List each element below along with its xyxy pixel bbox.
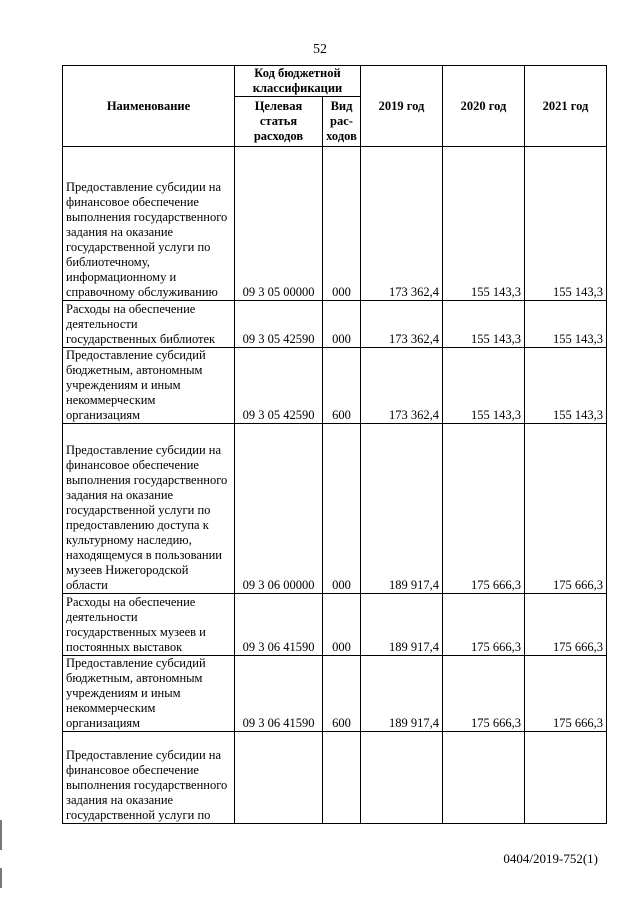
table-row	[63, 732, 607, 824]
row-code: 09 3 05 42590	[235, 348, 323, 424]
table-row	[63, 348, 607, 424]
row-2021: 155 143,3	[525, 147, 607, 301]
row-2019: 173 362,4	[361, 301, 443, 348]
row-vr	[323, 732, 361, 824]
row-2021: 175 666,3	[525, 424, 607, 594]
row-vr: 600	[323, 348, 361, 424]
row-2021: 155 143,3	[525, 348, 607, 424]
scan-edge-mark	[0, 820, 2, 850]
row-name: Предоставление субсидий бюджетным, автономным учреждениям и иным некоммерческим организациям	[63, 656, 235, 732]
row-2019: 189 917,4	[361, 424, 443, 594]
header-year-2020: 2020 год	[443, 66, 525, 147]
row-2020: 175 666,3	[443, 424, 525, 594]
row-2020: 175 666,3	[443, 594, 525, 656]
row-2020	[443, 732, 525, 824]
row-2019	[361, 732, 443, 824]
row-name: Предоставление субсидии на финансовое обеспечение выполнения государственного задания на оказание государственной услуги по библиотечному, информационному и справочному обслуживанию	[63, 147, 235, 301]
row-name: Расходы на обеспечение деятельности государственных музеев и постоянных выставок	[63, 594, 235, 656]
row-2021: 175 666,3	[525, 656, 607, 732]
row-2019: 189 917,4	[361, 656, 443, 732]
row-2021: 175 666,3	[525, 594, 607, 656]
row-name: Предоставление субсидии на финансовое обеспечение выполнения государственного задания на оказание государственной услуги по	[63, 732, 235, 824]
row-code: 09 3 05 00000	[235, 147, 323, 301]
page-number: 52	[313, 42, 327, 57]
row-2020: 155 143,3	[443, 147, 525, 301]
row-name: Расходы на обеспечение деятельности государственных библиотек	[63, 301, 235, 348]
header-code-group: Код бюджетной классификации	[235, 66, 361, 97]
row-2021	[525, 732, 607, 824]
row-2019: 173 362,4	[361, 147, 443, 301]
row-vr: 000	[323, 147, 361, 301]
row-vr: 000	[323, 301, 361, 348]
row-name: Предоставление субсидии на финансовое обеспечение выполнения государственного задания на оказание государственной услуги по предоставлению доступа к культурному наследию, находящемуся в пользовании музеев Нижегородской области	[63, 424, 235, 594]
header-expense-type: Вид рас- ходов	[323, 97, 361, 147]
budget-table	[62, 65, 607, 824]
row-code: 09 3 06 41590	[235, 656, 323, 732]
row-vr: 600	[323, 656, 361, 732]
header-target-item: Целевая статья расходов	[235, 97, 323, 147]
row-2019: 173 362,4	[361, 348, 443, 424]
document-code: 0404/2019-752(1)	[503, 851, 598, 866]
table-row	[63, 147, 607, 301]
row-name: Предоставление субсидий бюджетным, автономным учреждениям и иным некоммерческим организациям	[63, 348, 235, 424]
header-year-2019: 2019 год	[361, 66, 443, 147]
row-2020: 155 143,3	[443, 348, 525, 424]
row-code: 09 3 06 41590	[235, 594, 323, 656]
row-2020: 175 666,3	[443, 656, 525, 732]
row-vr: 000	[323, 424, 361, 594]
table-row	[63, 656, 607, 732]
row-vr: 000	[323, 594, 361, 656]
header-name: Наименование	[63, 66, 235, 147]
row-2021: 155 143,3	[525, 301, 607, 348]
table-row	[63, 301, 607, 348]
scan-edge-mark	[0, 868, 2, 888]
table-row	[63, 424, 607, 594]
row-code	[235, 732, 323, 824]
row-2020: 155 143,3	[443, 301, 525, 348]
header-year-2021: 2021 год	[525, 66, 607, 147]
row-code: 09 3 06 00000	[235, 424, 323, 594]
table-row	[63, 594, 607, 656]
row-code: 09 3 05 42590	[235, 301, 323, 348]
row-2019: 189 917,4	[361, 594, 443, 656]
